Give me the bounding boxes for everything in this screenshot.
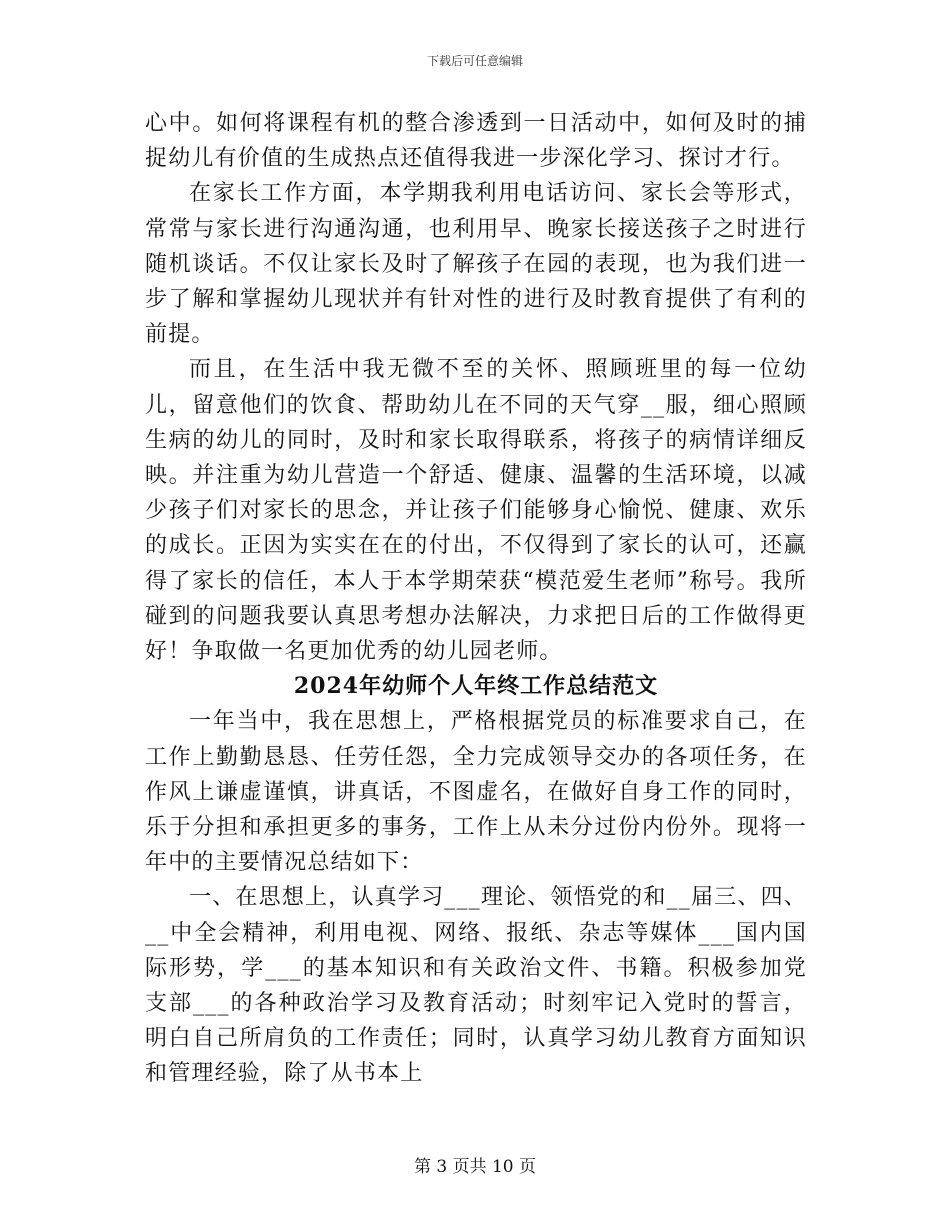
section-heading: 2024年幼师个人年终工作总结范文	[293, 673, 659, 700]
document-body	[145, 106, 807, 1092]
paragraph-year-summary: 一年当中，我在思想上，严格根据党员的标准要求自己，在工作上勤勤恳恳、任劳任怨，全力完成领导交办的各项任务，在作风上谦虚谨慎，讲真话，不图虚名，在做好自身工作的同时，乐于分担和承担更多的事务，工作上从未分过份内份外。现将一年中的主要情况总结如下：	[145, 709, 807, 876]
paragraph-ideology: 一、在思想上，认真学习___理论、领悟党的和__届三、四、__中全会精神，利用电视、网络、报纸、杂志等媒体___国内国际形势，学___的基本知识和有关政治文件、书籍。积极参加党支部___的各种政治学习及教育活动；时刻牢记入党时的誓言，明白自己所肩负的工作责任；同时，认真学习幼儿教育方面知识和管理经验，除了从书本上	[145, 885, 807, 1087]
page-number: 第 3 页共 10 页	[413, 1157, 537, 1177]
paragraph-continuation: 心中。如何将课程有机的整合渗透到一日活动中，如何及时的捕捉幼儿有价值的生成热点还值得我进一步深化学习、探讨才行。	[145, 111, 807, 172]
paragraph-daily-care: 而且，在生活中我无微不至的关怀、照顾班里的每一位幼儿，留意他们的饮食、帮助幼儿在不同的天气穿__服，细心照顾生病的幼儿的同时，及时和家长取得联系，将孩子的病情详细反映。并注重为幼儿营造一个舒适、健康、温馨的生活环境，以减少孩子们对家长的思念，并让孩子们能够身心愉悦、健康、欢乐的成长。正因为实实在在的付出，不仅得到了家长的认可，还赢得了家长的信任，本人于本学期荣获“模范爱生老师”称号。我所碰到的问题我要认真思考想办法解决，力求把日后的工作做得更好！争取做一名更加优秀的幼儿园老师。	[145, 357, 807, 665]
paragraph-parent-work: 在家长工作方面，本学期我利用电话访问、家长会等形式，常常与家长进行沟通沟通，也利用早、晚家长接送孩子之时进行随机谈话。不仅让家长及时了解孩子在园的表现，也为我们进一步了解和掌握幼儿现状并有针对性的进行及时教育提供了有利的前提。	[145, 181, 807, 348]
header-note: 下载后可任意编辑	[426, 54, 523, 68]
